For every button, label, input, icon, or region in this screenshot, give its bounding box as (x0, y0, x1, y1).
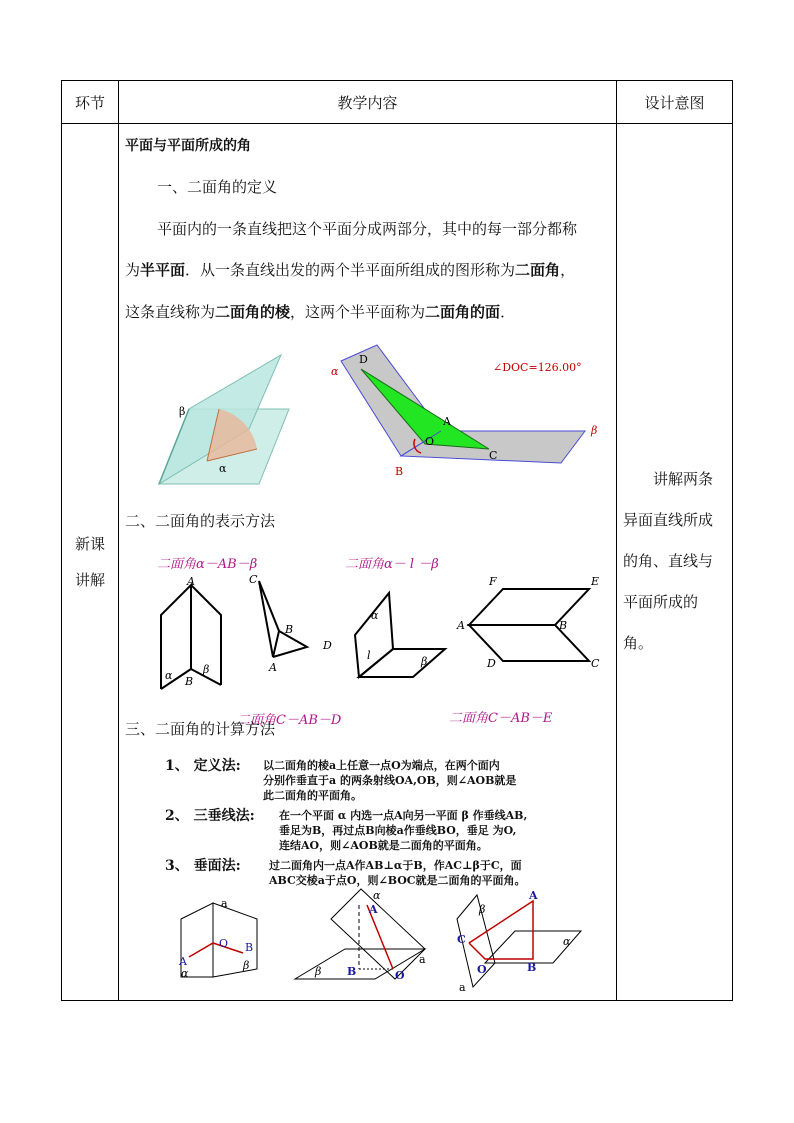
label-B: B (395, 465, 404, 478)
label-A: A (179, 955, 187, 968)
plane-angle-rays (189, 943, 243, 957)
plane-ABCD (469, 625, 589, 661)
method-2-line-3: 连结AO，则∠AOB就是二面角的平面角。 (279, 839, 488, 852)
label-alpha: α (219, 462, 227, 475)
method-2-line-2: 垂足为B，再过点B向棱a作垂线BO，垂足 为O, (279, 824, 517, 837)
heading-definition: 一、二面角的定义 (157, 178, 278, 196)
method-2-line-1: 在一个平面 α 内选一点A向另一平面 β 作垂线AB, (279, 809, 528, 822)
face-alpha: α (165, 669, 173, 682)
term-face: 二面角的面 (425, 303, 501, 321)
text-run: ， (560, 261, 576, 279)
point-C: C (591, 657, 600, 670)
point-F: F (489, 575, 497, 588)
section-title: 平面与平面所成的角 (125, 138, 251, 154)
notation-label-2: 二面角α－ l －β (345, 557, 439, 572)
label-O: O (395, 969, 405, 982)
label-beta: β (591, 424, 598, 437)
label-O: O (477, 963, 487, 976)
label-B: B (347, 965, 357, 978)
label-alpha: α (373, 889, 381, 902)
face-alpha: α (371, 609, 379, 622)
label-A: A (369, 903, 378, 916)
method-3-heading: 3、 垂面法: (165, 858, 241, 874)
method-3-diagram (449, 883, 599, 993)
heading-notation: 二、二面角的表示方法 (125, 512, 276, 530)
notation-label-4: 二面角C－AB－E (449, 711, 553, 726)
label-a: a (419, 953, 426, 966)
term-half-plane: 半平面 (140, 261, 186, 279)
label-B: B (527, 961, 537, 974)
notation-label-3: 二面角C－AB－D (237, 713, 342, 728)
label-C: C (489, 449, 498, 462)
label-O: O (219, 937, 229, 950)
point-B: B (285, 623, 294, 636)
stage-cell (62, 123, 118, 1000)
point-E: E (591, 575, 600, 588)
design-intent-text: 讲解两条异面直线所成的角、直线与平面所成的角。 (623, 470, 714, 652)
method-1-heading: 1、 定义法: (165, 758, 241, 774)
stage-line-1: 新课 (74, 534, 105, 553)
text-run: ．从一条直线出发的两个半平面所组成的图形称为 (185, 261, 516, 279)
label-B: B (245, 941, 254, 954)
header-stage: 环节 (74, 93, 105, 112)
label-beta: β (243, 959, 250, 972)
point-A: A (187, 575, 195, 588)
intent-cell (617, 123, 732, 1000)
method-3-line-2: ABC交棱a于点O，则∠BOC就是二面角的平面角。 (269, 874, 526, 887)
label-alpha: α (563, 935, 571, 948)
notation-figure-2 (249, 571, 349, 671)
method-2-diagram (285, 883, 435, 983)
point-B: B (185, 675, 194, 688)
term-edge: 二面角的棱 (215, 303, 291, 321)
text-run: ，这两个半平面称为 (290, 303, 426, 321)
point-A: A (457, 619, 465, 632)
label-C: C (457, 933, 466, 946)
content-cell (119, 123, 616, 1000)
point-D: D (323, 639, 332, 652)
notation-figure-3 (349, 573, 449, 683)
label-A: A (529, 889, 538, 902)
definition-line-2 (125, 259, 575, 280)
text-run: 为 (125, 261, 141, 279)
label-beta: β (179, 405, 186, 418)
header-intent: 设计意图 (644, 93, 705, 112)
notation-figure-1 (155, 573, 225, 693)
point-B: B (559, 619, 568, 632)
label-a: a (221, 897, 228, 910)
method-3-line-1: 过二面角内一点A作AB⊥α于B，作AC⊥β于C，面 (269, 859, 522, 872)
label-beta: β (479, 903, 486, 916)
label-A: A (443, 415, 451, 428)
method-1-line-1: 以二面角的棱a上任意一点O为端点，在两个面内 (263, 759, 500, 772)
lesson-table (61, 80, 733, 1001)
triangle-CAB (259, 581, 279, 657)
half-plane-beta (359, 649, 445, 677)
label-a: a (459, 981, 466, 993)
point-D: D (487, 657, 496, 670)
label-beta: β (315, 965, 322, 978)
face-beta: β (421, 655, 428, 668)
label-D: D (359, 353, 368, 366)
notation-figure-4 (449, 569, 619, 679)
definition-line-3 (125, 301, 515, 322)
label-O: O (425, 435, 435, 448)
stage-line-2: 讲解 (74, 570, 105, 589)
point-C: C (249, 573, 258, 586)
text-run: ． (500, 303, 516, 321)
method-1-line-2: 分别作垂直于a 的两条射线OA,OB，则∠AOB就是 (263, 774, 517, 787)
dihedral-figure-measured (329, 341, 609, 483)
method-1-diagram (173, 891, 273, 981)
plane-ABEF (469, 589, 589, 625)
face-beta: β (203, 663, 210, 676)
angle-readout: ∠DOC=126.00° (493, 361, 582, 374)
label-alpha: α (181, 967, 189, 980)
heading-calculation: 三、二面角的计算方法 (125, 720, 276, 738)
method-1-line-3: 此二面角的平面角。 (263, 789, 362, 802)
point-A: A (269, 661, 277, 671)
header-content: 教学内容 (337, 93, 398, 112)
definition-line-1: 平面内的一条直线把这个平面分成两部分，其中的每一部分都称 (157, 220, 578, 238)
label-alpha: α (331, 365, 339, 378)
dihedral-figure-planes (149, 349, 299, 489)
notation-label-1: 二面角α－AB－β (157, 557, 258, 572)
term-dihedral-angle: 二面角 (515, 261, 561, 279)
text-run: 这条直线称为 (125, 303, 216, 321)
edge-l: l (367, 649, 371, 662)
method-2-heading: 2、 三垂线法: (165, 808, 255, 824)
